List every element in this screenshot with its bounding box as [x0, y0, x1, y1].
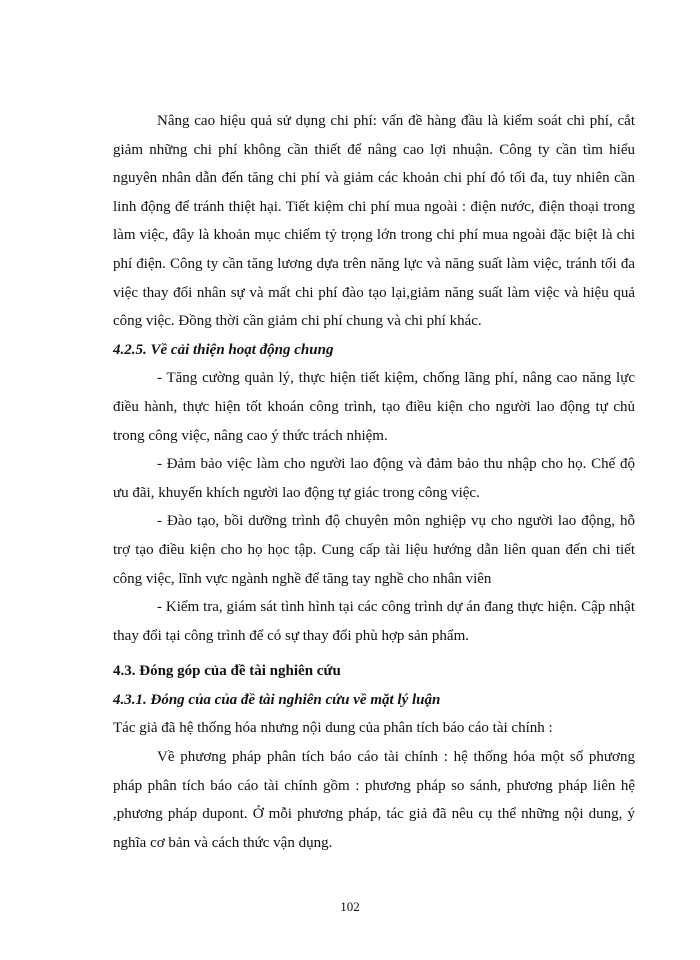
section-spacer [113, 650, 635, 657]
paragraph-intro: Tác giả đã hệ thống hóa nhưng nội dung của phân tích báo cáo tài chính : [113, 720, 553, 737]
heading-4-3-1: 4.3.1. Đóng của của đề tài nghiên cứu về mặt lý luận [113, 691, 441, 708]
document-page [113, 107, 635, 857]
heading-4-3: 4.3. Đóng góp của đề tài nghiên cứu [113, 663, 341, 680]
bullet-item: - Đào tạo, bồi dưỡng trình độ chuyên môn nghiệp vụ cho người lao động, hỗ trợ tạo điều kiện cho họ học tập. Cung cấp tài liệu hướng dẫn liên quan đến chi tiết công việc, lĩnh vực ngành nghề để tăng tay nghề cho nhân viên [113, 513, 635, 587]
bullet-item: - Kiểm tra, giám sát tình hình tại các công trình dự án đang thực hiện. Cập nhật thay đổi tại công trình để có sự thay đổi phù hợp sản phẩm. [113, 599, 635, 644]
paragraph-cost-efficiency: Nâng cao hiệu quả sử dụng chi phí: vấn đề hàng đầu là kiểm soát chi phí, cắt giảm những chi phí không cần thiết để nâng cao lợi nhuận. Công ty cần tìm hiểu nguyên nhân dẫn đến tăng chi phí và giảm các khoản chi phí đó tối đa, tuy nhiên cần linh động để tránh thiệt hại. Tiết kiệm chi phí mua ngoài : điện nước, điện thoại trong làm việc, đây là khoản mục chiếm tỷ trọng lớn trong chi phí mua ngoài đặc biệt là chi phí điện. Công ty cần tăng lương dựa trên năng lực và năng suất làm việc, tránh tối đa việc thay đổi nhân sự và mất chi phí đào tạo lại,giảm năng suất làm việc và hiệu quả công việc. Đồng thời cần giảm chi phí chung và chi phí khác. [113, 113, 635, 330]
paragraph-methods: Về phương pháp phân tích báo cáo tài chính : hệ thống hóa một số phương pháp phân tích báo cáo tài chính gồm : phương pháp so sánh, phương pháp liên hệ ,phương pháp dupont. Ở mỗi phương pháp, tác giả đã nêu cụ thể những nội dung, ý nghĩa cơ bản và cách thức vận dụng. [113, 749, 635, 851]
page-number: 102 [340, 899, 360, 914]
heading-4-2-5: 4.2.5. Về cải thiện hoạt động chung [113, 341, 334, 358]
bullet-item: - Tăng cường quản lý, thực hiện tiết kiệm, chống lãng phí, nâng cao năng lực điều hành, thực hiện tốt khoán công trình, tạo điều kiện cho người lao động tự chủ trong công việc, nâng cao ý thức trách nhiệm. [113, 370, 635, 444]
bullet-item: - Đảm bảo việc làm cho người lao động và đảm bảo thu nhập cho họ. Chế độ ưu đãi, khuyến khích người lao động tự giác trong công việc. [113, 456, 635, 501]
